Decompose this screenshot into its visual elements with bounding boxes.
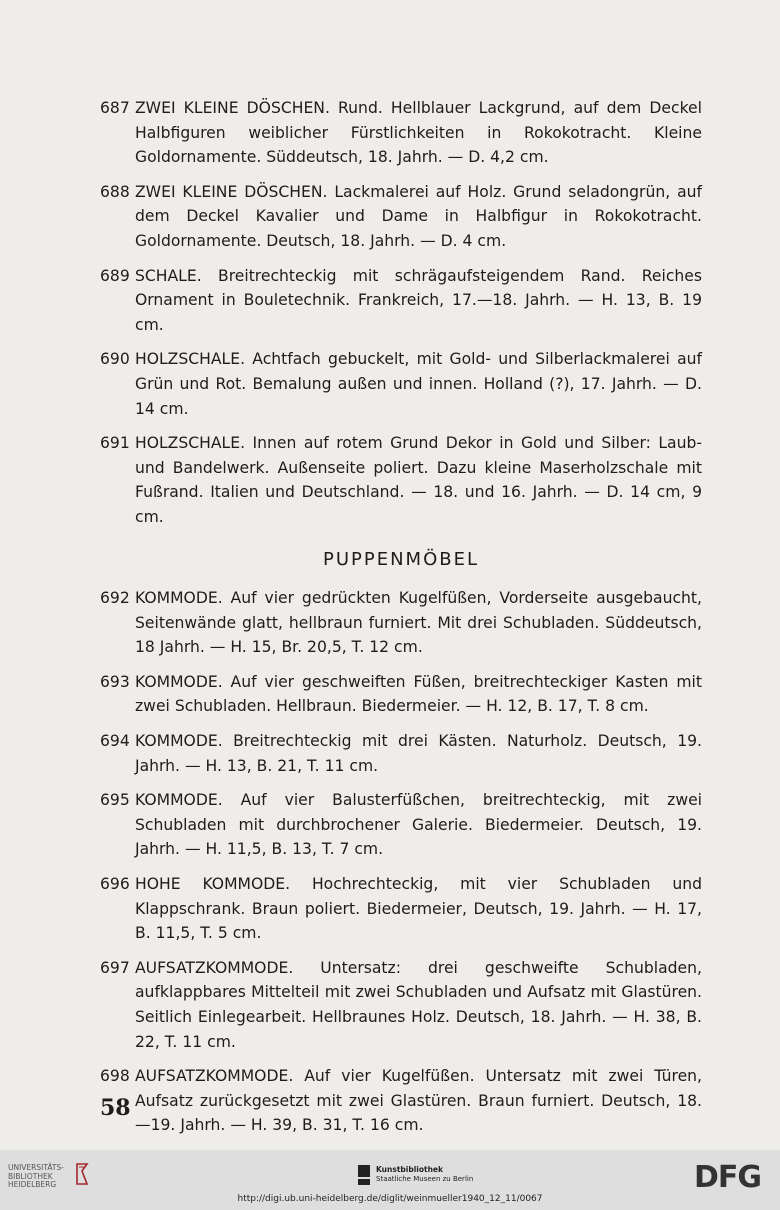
catalog-entry xyxy=(100,96,702,170)
catalog-entry xyxy=(100,788,702,862)
dfg-logo[interactable]: DFG xyxy=(694,1160,762,1195)
catalog-entry xyxy=(100,956,702,1054)
university-line: HEIDELBERG xyxy=(8,1180,57,1189)
entry-text: KOMMODE. Breitrechteckig mit drei Kästen. Naturholz. Deutsch, 19. Jahrh. — H. 13, B. 21, T. 11 cm. xyxy=(135,732,702,775)
catalog-entry xyxy=(100,264,702,338)
catalog-entry xyxy=(100,729,702,778)
entry-text: ZWEI KLEINE DÖSCHEN. Lackmalerei auf Holz. Grund seladongrün, auf dem Deckel Kavalier und Dame in Halbfigur in Rokokotracht. Goldornamente. Deutsch, 18. Jahrh. — D. 4 cm. xyxy=(135,182,702,250)
viewer-footer xyxy=(0,1150,780,1210)
catalog-entries xyxy=(100,96,702,1148)
entry-number: 689 xyxy=(100,266,130,285)
entry-number: 687 xyxy=(100,99,130,117)
entry-number: 696 xyxy=(100,875,130,894)
entry-text: AUFSATZKOMMODE. Auf vier Kugelfüßen. Untersatz mit zwei Türen, Aufsatz zurückgesetzt mit zwei Glastüren. Braun furniert. Deutsch, 18.—19. Jahrh. — H. 39, B. 31, T. 16 cm. xyxy=(135,1067,702,1135)
university-line: BIBLIOTHEK xyxy=(8,1171,53,1181)
catalog-entry xyxy=(100,1064,702,1138)
catalog-entry xyxy=(100,872,702,946)
entry-number: 698 xyxy=(100,1067,130,1086)
entry-text: KOMMODE. Auf vier geschweiften Füßen, breitrechteckiger Kasten mit zwei Schubladen. Hellbraun. Biedermeier. — H. 12, B. 17, T. 8 cm. xyxy=(135,672,702,716)
university-logo-icon[interactable] xyxy=(74,1162,90,1186)
entry-number: 692 xyxy=(100,589,130,608)
kunstbibliothek-subtitle: Staatliche Museen zu Berlin xyxy=(376,1175,474,1183)
catalog-entry xyxy=(100,347,702,421)
university-line: UNIVERSITÄTS- xyxy=(8,1163,64,1172)
entry-text: SCHALE. Breitrechteckig mit schrägaufsteigendem Rand. Reiches Ornament in Bouletechnik. Frankreich, 17.—18. Jahrh. — H. 13, B. 19 cm. xyxy=(135,266,702,334)
entry-text: HOLZSCHALE. Achtfach gebuckelt, mit Gold- und Silberlackmalerei auf Grün und Rot. Bemalung außen und innen. Holland (?), 17. Jahrh. — D. 14 cm. xyxy=(135,350,702,418)
section-heading: PUPPENMÖBEL xyxy=(322,548,480,570)
permalink-url[interactable]: http://digi.ub.uni-heidelberg.de/diglit/weinmueller1940_12_11/0067 xyxy=(237,1194,543,1204)
entry-number: 695 xyxy=(100,791,130,810)
page-number: 58 xyxy=(100,1095,131,1121)
entry-text: ZWEI KLEINE DÖSCHEN. Rund. Hellblauer Lackgrund, auf dem Deckel Halbfiguren weiblicher Fürstlichkeiten in Rokokotracht. Kleine Goldornamente. Süddeutsch, 18. Jahrh. — D. 4,2 cm. xyxy=(135,99,702,167)
university-library-label[interactable] xyxy=(8,1164,64,1190)
entry-text: HOLZSCHALE. Innen auf rotem Grund Dekor in Gold und Silber: Laub- und Bandelwerk. Außenseite poliert. Dazu kleine Maserholzschale mit Fußrand. Italien und Deutschland. — 18. und 16. Jahrh. — D. 14 cm, 9 cm. xyxy=(135,434,702,526)
catalog-entry xyxy=(100,586,702,660)
entry-text: KOMMODE. Auf vier Balusterfüßchen, breitrechteckig, mit zwei Schubladen mit durchbrochener Galerie. Biedermeier. Deutsch, 19. Jahrh. — H. 11,5, B. 13, T. 7 cm. xyxy=(135,791,702,859)
entry-text: AUFSATZKOMMODE. Untersatz: drei geschweifte Schubladen, aufklappbares Mittelteil mit zwei Schubladen und Aufsatz mit Glastüren. Seitlich Einlegearbeit. Hellbraunes Holz. Deutsch, 18. Jahrh. — H. 38, B. 22, T. 11 cm. xyxy=(135,958,702,1051)
catalog-entry xyxy=(100,431,702,529)
kunstbibliothek-label[interactable] xyxy=(376,1165,473,1184)
entry-text: KOMMODE. Auf vier gedrückten Kugelfüßen, Vorderseite ausgebaucht, Seitenwände glatt, hellbraun furniert. Mit drei Schubladen. Süddeutsch, 18 Jahrh. — H. 15, Br. 20,5, T. 12 cm. xyxy=(135,589,702,657)
entry-text: HOHE KOMMODE. Hochrechteckig, mit vier Schubladen und Klappschrank. Braun poliert. Biedermeier, Deutsch, 19. Jahrh. — H. 17, B. 11,5, T. 5 cm. xyxy=(135,875,702,943)
entry-number: 691 xyxy=(100,434,130,453)
kunstbibliothek-title: Kunstbibliothek xyxy=(376,1165,444,1174)
kunstbibliothek-logo-icon[interactable] xyxy=(357,1164,371,1186)
entry-number: 690 xyxy=(100,350,130,369)
entry-number: 693 xyxy=(100,672,130,691)
entry-number: 688 xyxy=(100,182,130,201)
entry-number: 697 xyxy=(100,958,130,977)
entry-number: 694 xyxy=(100,732,130,751)
catalog-entry xyxy=(100,180,702,254)
catalog-entry xyxy=(100,670,702,719)
